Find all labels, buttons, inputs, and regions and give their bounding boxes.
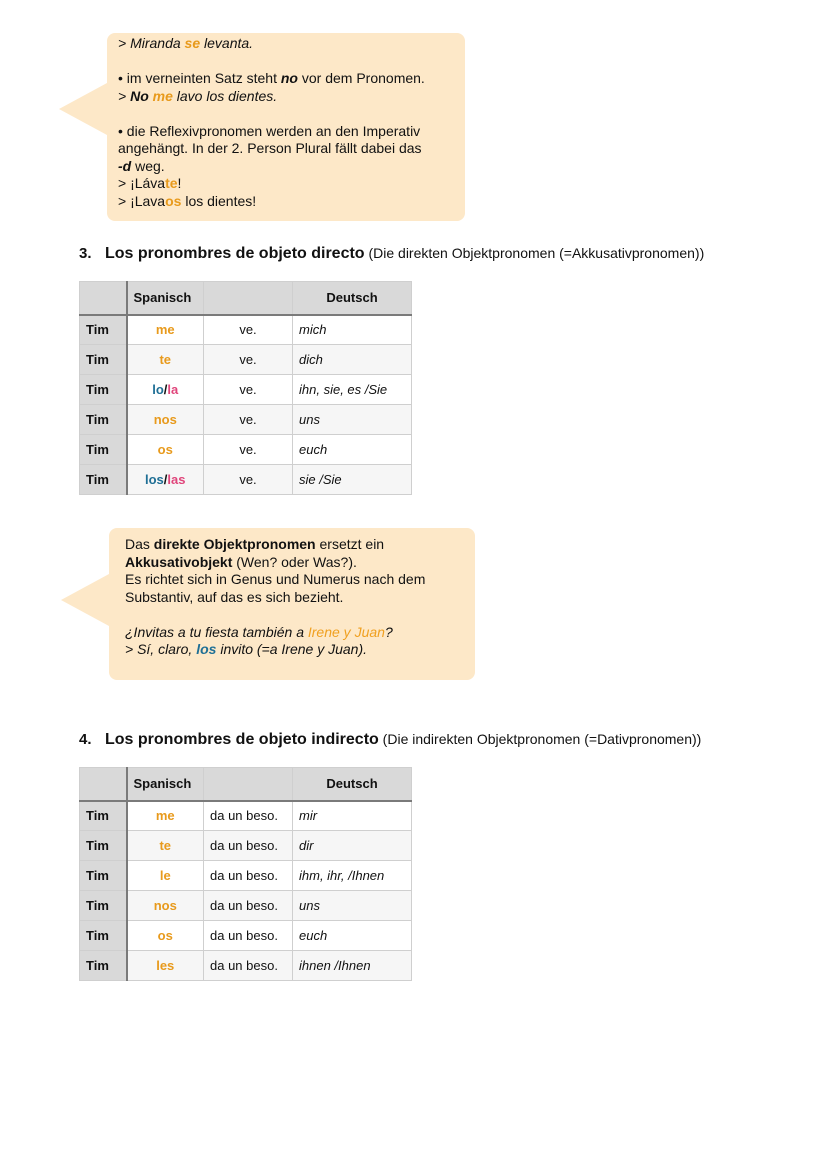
pronoun-cell: los/las: [127, 465, 204, 495]
note-line: Substantiv, auf das es sich bezieht.: [125, 588, 344, 605]
verb-cell: ve.: [204, 435, 293, 465]
subject-cell: Tim: [80, 315, 127, 345]
subject-cell: Tim: [80, 465, 127, 495]
verb-cell: ve.: [204, 465, 293, 495]
pronoun-cell: nos: [127, 891, 204, 921]
german-cell: dir: [293, 831, 412, 861]
rule-negation: • im verneinten Satz steht no vor dem Pronomen.: [118, 70, 425, 86]
table-row: [80, 861, 412, 891]
table-row: [80, 375, 412, 405]
verb-cell: da un beso.: [204, 951, 293, 981]
pronoun-cell: lo/la: [127, 375, 204, 405]
subject-cell: Tim: [80, 891, 127, 921]
subject-cell: Tim: [80, 345, 127, 375]
pronoun-cell: te: [127, 345, 204, 375]
verb-cell: ve.: [204, 405, 293, 435]
example-line: > ¡Lávate!: [118, 175, 182, 191]
table-row: [80, 831, 412, 861]
header-deutsch: Deutsch: [293, 282, 412, 315]
verb-cell: da un beso.: [204, 861, 293, 891]
verb-cell: da un beso.: [204, 921, 293, 951]
header-deutsch: Deutsch: [293, 768, 412, 801]
verb-cell: ve.: [204, 345, 293, 375]
pronoun-cell: os: [127, 921, 204, 951]
header-spanisch: Spanisch: [127, 768, 204, 801]
pronoun-cell: me: [127, 801, 204, 831]
section-3-heading: 3. Los pronombres de objeto directo (Die direkten Objektpronomen (=Akkusativpronomen)): [79, 245, 705, 262]
note-line: Es richtet sich in Genus und Numerus nach dem: [125, 571, 426, 587]
verb-cell: da un beso.: [204, 801, 293, 831]
table-row: [80, 921, 412, 951]
table-row: [80, 315, 412, 345]
header-corner: [80, 282, 127, 315]
example-line: > No me lavo los dientes.: [118, 87, 278, 104]
rule-imperative-cont: angehängt. In der 2. Person Plural fällt dabei das: [118, 140, 422, 156]
indirect-object-table: [79, 767, 412, 981]
rule-imperative: • die Reflexivpronomen werden an den Imperativ: [118, 122, 421, 139]
table-row: [80, 951, 412, 981]
table-row: [80, 891, 412, 921]
header-empty: [204, 282, 293, 315]
rule-imperative-end: -d weg.: [118, 157, 165, 174]
verb-cell: ve.: [204, 315, 293, 345]
verb-cell: da un beso.: [204, 831, 293, 861]
table-row: [80, 345, 412, 375]
table-row: [80, 405, 412, 435]
direct-object-table: [79, 281, 412, 495]
subject-cell: Tim: [80, 831, 127, 861]
german-cell: euch: [293, 921, 412, 951]
german-cell: mir: [293, 801, 412, 831]
pronoun-cell: les: [127, 951, 204, 981]
subject-cell: Tim: [80, 801, 127, 831]
subject-cell: Tim: [80, 375, 127, 405]
pronoun-cell: le: [127, 861, 204, 891]
pronoun-cell: os: [127, 435, 204, 465]
pronoun-cell: me: [127, 315, 204, 345]
subject-cell: Tim: [80, 951, 127, 981]
verb-cell: ve.: [204, 375, 293, 405]
german-cell: euch: [293, 435, 412, 465]
german-cell: ihn, sie, es /Sie: [293, 375, 412, 405]
subject-cell: Tim: [80, 861, 127, 891]
subject-cell: Tim: [80, 405, 127, 435]
direct-object-note-bubble: [109, 528, 475, 680]
german-cell: uns: [293, 891, 412, 921]
table-row: [80, 465, 412, 495]
german-cell: mich: [293, 315, 412, 345]
note-line: Das direkte Objektpronomen ersetzt ein: [125, 536, 385, 552]
table-row: [80, 801, 412, 831]
table-row: [80, 435, 412, 465]
example-answer: > Sí, claro, los invito (=a Irene y Juan).: [125, 641, 368, 657]
german-cell: ihm, ihr, /Ihnen: [293, 861, 412, 891]
header-spanisch: Spanisch: [127, 282, 204, 315]
pronoun-cell: nos: [127, 405, 204, 435]
example-question: ¿Invitas a tu fiesta también a Irene y Juan?: [125, 623, 393, 640]
header-empty: [204, 768, 293, 801]
verb-cell: da un beso.: [204, 891, 293, 921]
german-cell: sie /Sie: [293, 465, 412, 495]
section-4-heading: 4. Los pronombres de objeto indirecto (Die indirekten Objektpronomen (=Dativpronomen)): [79, 731, 702, 748]
german-cell: dich: [293, 345, 412, 375]
pronoun-cell: te: [127, 831, 204, 861]
subject-cell: Tim: [80, 435, 127, 465]
header-corner: [80, 768, 127, 801]
german-cell: ihnen /Ihnen: [293, 951, 412, 981]
example-line: > Miranda se levanta.: [118, 35, 254, 51]
example-line: > ¡Lavaos los dientes!: [118, 192, 257, 209]
reflexive-note-bubble: [107, 33, 465, 221]
german-cell: uns: [293, 405, 412, 435]
subject-cell: Tim: [80, 921, 127, 951]
note-line: Akkusativobjekt (Wen? oder Was?).: [125, 553, 357, 570]
